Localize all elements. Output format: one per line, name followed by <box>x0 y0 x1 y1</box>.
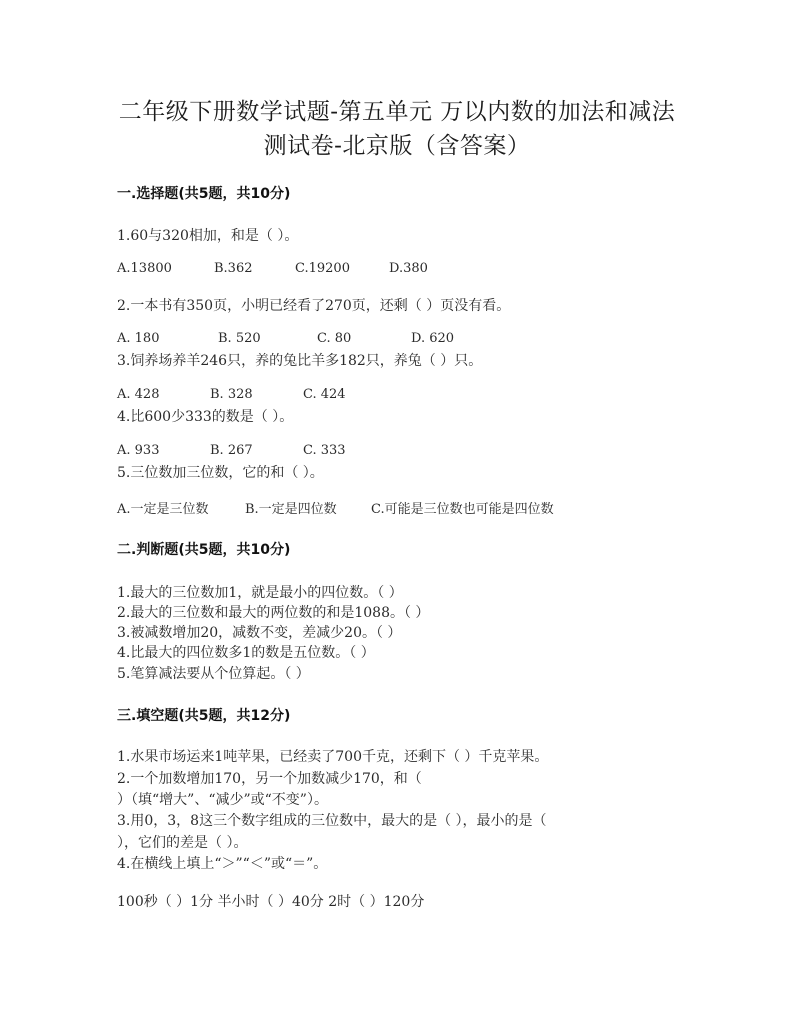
judge-statement-3: 3.被减数增加20，减数不变，差减少20。（ ） <box>117 625 402 641</box>
choice-5-option-b: B.一定是四位数 <box>245 502 337 517</box>
choice-5-option-a: A.一定是三位数 <box>117 502 209 517</box>
judge-statement-2: 2.最大的三位数和最大的两位数的和是1088。（ ） <box>117 605 430 621</box>
judge-statement-5: 5.笔算减法要从个位算起。（ ） <box>117 666 310 682</box>
choice-2-option-b: B. 520 <box>218 331 261 346</box>
choice-1-option-b: B.362 <box>214 261 253 276</box>
choice-question-4: 4.比600少333的数是（ ）。 <box>117 409 294 425</box>
fill-question-4: 4.在横线上填上“＞”“＜”或“＝”。 <box>117 856 328 872</box>
choice-question-1: 1.60与320相加，和是（ ）。 <box>117 228 299 244</box>
fill-question-1: 1.水果市场运来1吨苹果，已经卖了700千克，还剩下（ ）千克苹果。 <box>117 749 549 765</box>
choice-3-option-b: B. 328 <box>210 387 253 402</box>
choice-3-option-a: A. 428 <box>117 387 160 402</box>
choice-question-2: 2.一本书有350页，小明已经看了270页，还剩（ ）页没有看。 <box>117 298 511 314</box>
fill-question-3-line-1: 3.用0，3，8这三个数字组成的三位数中，最大的是（ ），最小的是（ <box>117 813 547 829</box>
choice-5-option-c: C.可能是三位数也可能是四位数 <box>371 502 554 517</box>
fill-question-3-line-2: ），它们的差是（ ）。 <box>117 835 248 851</box>
choice-4-option-c: C. 333 <box>303 443 346 458</box>
choice-1-option-a: A.13800 <box>117 261 172 276</box>
choice-2-option-c: C. 80 <box>317 331 352 346</box>
fill-question-4-comparisons: 100秒（ ）1分 半小时（ ）40分 2时（ ）120分 <box>117 894 425 910</box>
choice-3-option-c: C. 424 <box>303 387 346 402</box>
choice-question-3: 3.饲养场养羊246只，养的兔比羊多182只，养兔（ ）只。 <box>117 353 483 369</box>
document-title-line-1: 二年级下册数学试题-第五单元 万以内数的加法和减法 <box>118 99 676 125</box>
section-heading-choice: 一.选择题(共5题，共10分) <box>117 186 291 202</box>
section-heading-judge: 二.判断题(共5题，共10分) <box>117 542 291 558</box>
judge-statement-1: 1.最大的三位数加1，就是最小的四位数。（ ） <box>117 585 403 601</box>
choice-question-5: 5.三位数加三位数，它的和（ ）。 <box>117 465 324 481</box>
fill-question-2-line-2: ）（填“增大”、“减少”或“不变”）。 <box>117 792 328 808</box>
section-heading-fill: 三.填空题(共5题，共12分) <box>117 708 291 724</box>
choice-1-option-c: C.19200 <box>295 261 350 276</box>
choice-2-option-d: D. 620 <box>411 331 455 346</box>
choice-4-option-a: A. 933 <box>117 443 160 458</box>
judge-statement-4: 4.比最大的四位数多1的数是五位数。（ ） <box>117 645 375 661</box>
choice-4-option-b: B. 267 <box>210 443 253 458</box>
document-title-line-2: 测试卷-北京版（含答案） <box>263 133 531 159</box>
choice-1-option-d: D.380 <box>389 261 428 276</box>
choice-2-option-a: A. 180 <box>117 331 160 346</box>
fill-question-2-line-1: 2.一个加数增加170，另一个加数减少170，和（ <box>117 771 422 787</box>
